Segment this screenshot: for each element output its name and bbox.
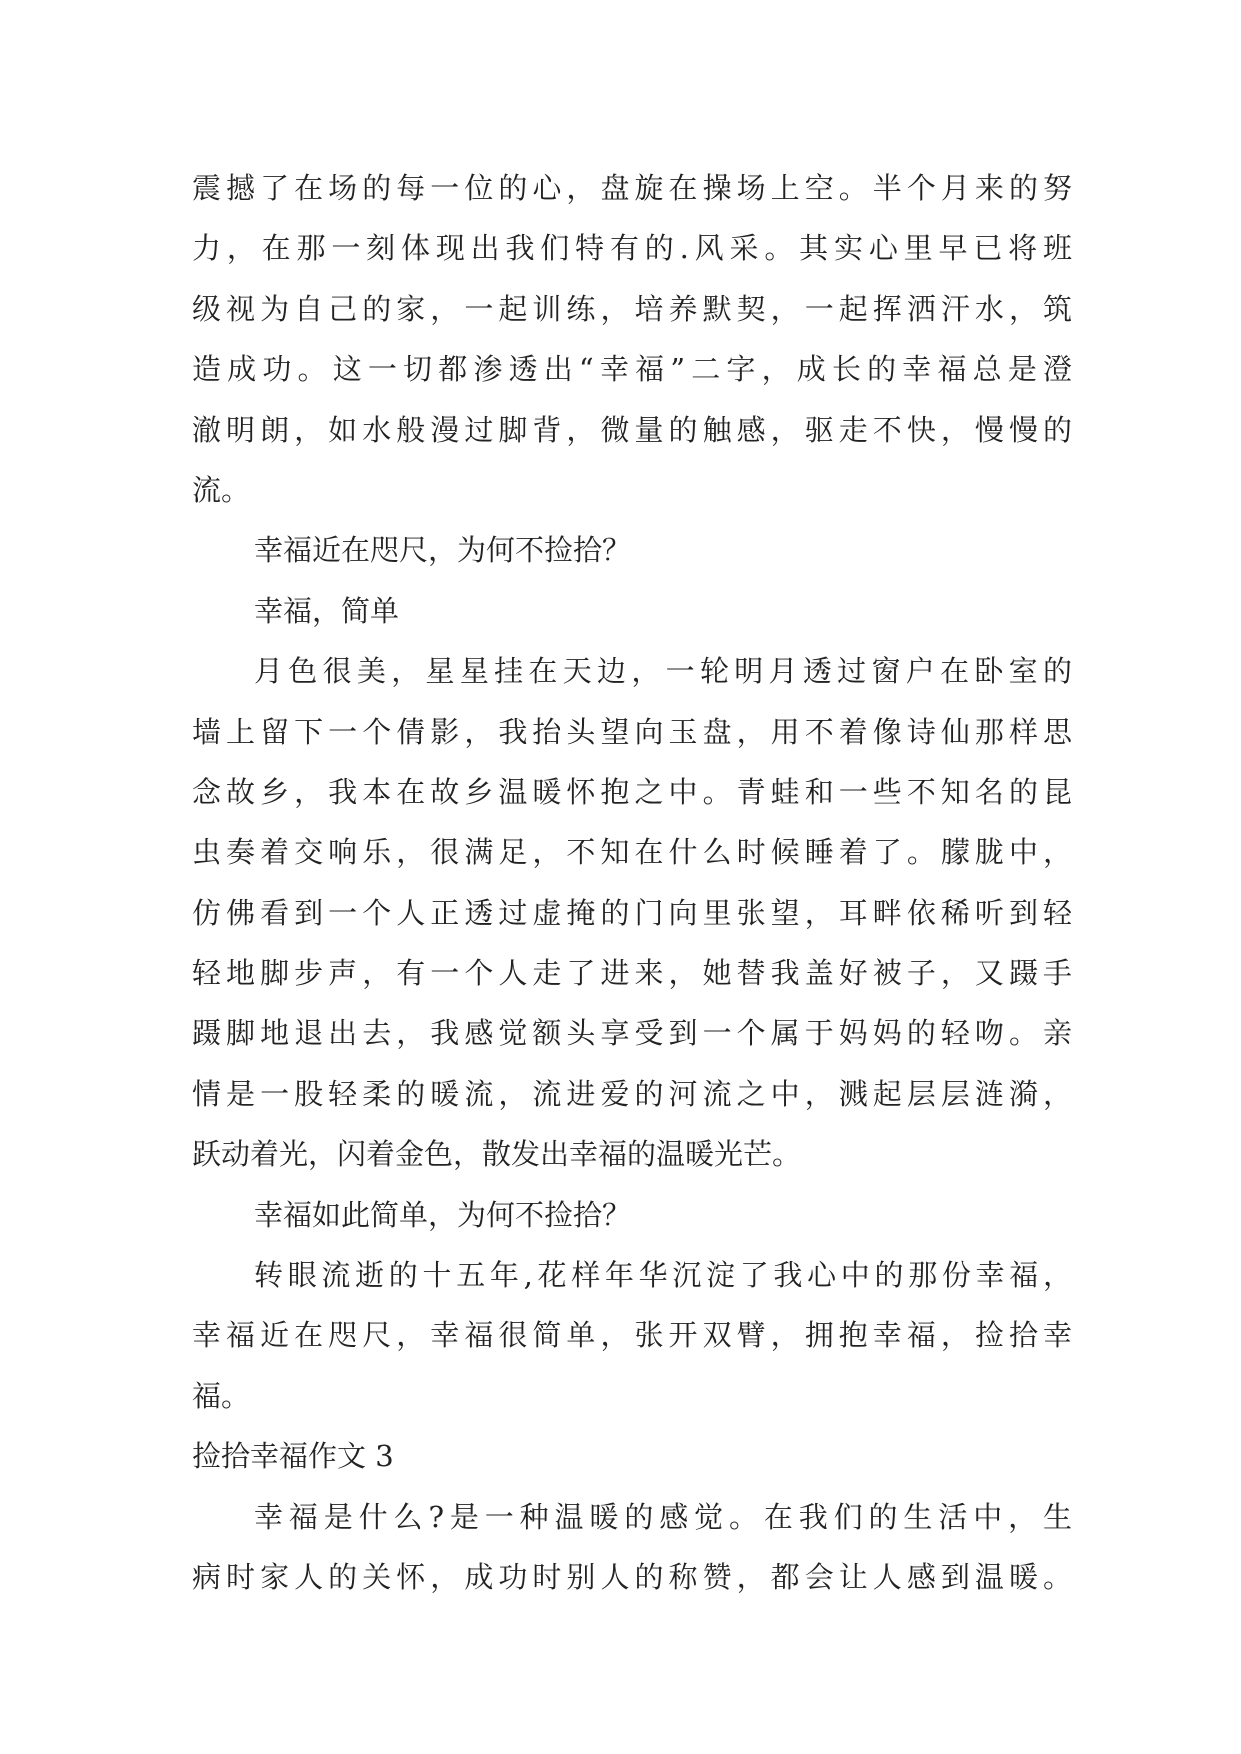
paragraph-line: 震撼了在场的每一位的心，盘旋在操场上空。半个月来的努	[192, 171, 1072, 205]
paragraph-line: 月色很美，星星挂在天边，一轮明月透过窗户在卧室的	[254, 654, 1072, 689]
paragraph-line: 情是一股轻柔的暖流，流进爱的河流之中，溅起层层涟漪，	[192, 1076, 1072, 1111]
paragraph-line: 跃动着光，闪着金色，散发出幸福的温暖光芒。	[192, 1137, 802, 1172]
paragraph-line: 幸福如此简单，为何不捡拾？	[254, 1197, 632, 1232]
paragraph-line: 转眼流逝的十五年,花样年华沉淀了我心中的那份幸福，	[254, 1258, 1072, 1293]
paragraph-line: 福。	[192, 1378, 251, 1413]
paragraph-line: 力，在那一刻体现出我们特有的.风采。其实心里早已将班	[192, 231, 1072, 266]
paragraph-line: 虫奏着交响乐，很满足，不知在什么时候睡着了。朦胧中，	[192, 835, 1072, 870]
section-title: 捡拾幸福作文 3	[192, 1439, 394, 1474]
paragraph-line: 仿佛看到一个人正透过虚掩的门向里张望，耳畔依稀听到轻	[192, 895, 1072, 930]
paragraph-line: 病时家人的关怀，成功时别人的称赞，都会让人感到温暖。	[192, 1559, 1072, 1594]
paragraph-line: 墙上留下一个倩影，我抬头望向玉盘，用不着像诗仙那样思	[192, 714, 1072, 749]
subheading: 幸福，简单	[254, 593, 400, 628]
paragraph-line: 轻地脚步声，有一个人走了进来，她替我盖好被子，又蹑手	[192, 956, 1072, 991]
paragraph-line: 流。	[192, 472, 251, 507]
paragraph-line: 幸福是什么?是一种温暖的感觉。在我们的生活中，生	[254, 1499, 1072, 1534]
paragraph-line: 念故乡，我本在故乡温暖怀抱之中。青蛙和一些不知名的昆	[192, 774, 1072, 809]
paragraph-line: 造成功。这一切都渗透出“幸福”二字，成长的幸福总是澄	[192, 352, 1072, 387]
paragraph-line: 幸福近在咫尺，幸福很简单，张开双臂，拥抱幸福，捡拾幸	[192, 1318, 1072, 1353]
paragraph-line: 幸福近在咫尺，为何不捡拾？	[254, 533, 632, 568]
paragraph-line: 蹑脚地退出去，我感觉额头享受到一个属于妈妈的轻吻。亲	[192, 1016, 1072, 1051]
document-body	[192, 158, 1072, 1607]
paragraph-line: 级视为自己的家，一起训练，培养默契，一起挥洒汗水，筑	[192, 291, 1072, 326]
paragraph-line: 澈明朗，如水般漫过脚背，微量的触感，驱走不快，慢慢的	[192, 412, 1072, 447]
